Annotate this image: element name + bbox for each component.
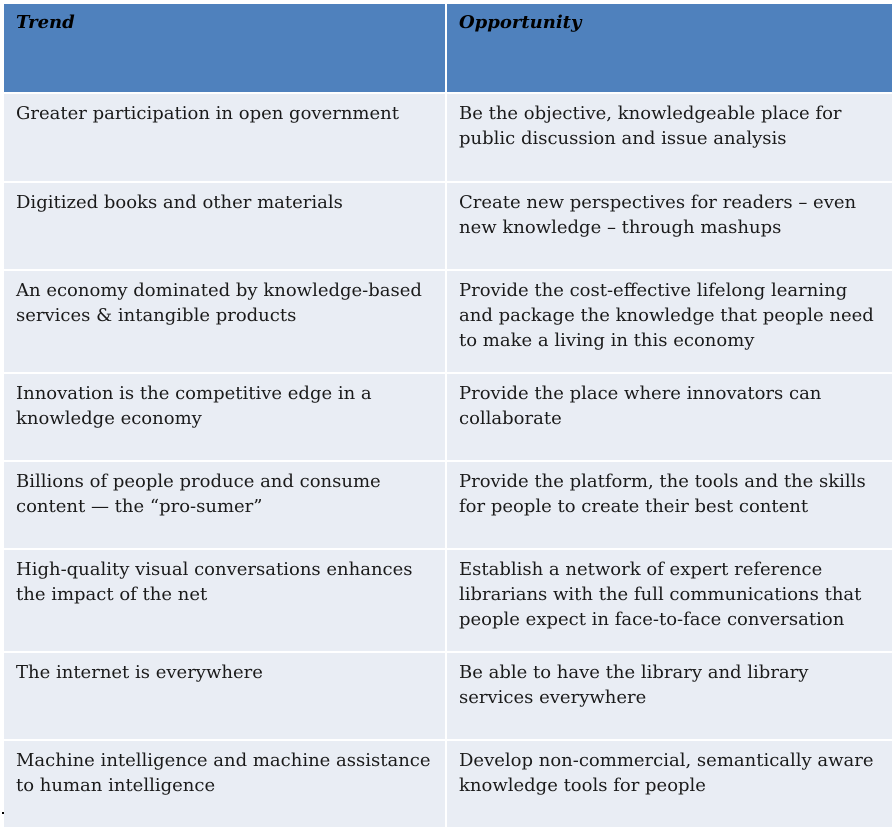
opportunity-cell: Develop non-commercial, semantically aware knowledge tools for people: [447, 741, 892, 827]
trend-cell: Innovation is the competitive edge in a knowledge economy: [4, 374, 447, 460]
stray-dot: [2, 812, 4, 814]
trend-cell: Machine intelligence and machine assistance to human intelligence: [4, 741, 447, 827]
header-opportunity: Opportunity: [447, 4, 892, 92]
opportunity-cell: Provide the place where innovators can collaborate: [447, 374, 892, 460]
table-row: [4, 94, 892, 183]
table-row: [4, 374, 892, 462]
header-trend: Trend: [4, 4, 447, 92]
trend-cell: High-quality visual conversations enhances the impact of the net: [4, 550, 447, 651]
trend-cell: Digitized books and other materials: [4, 183, 447, 269]
table-row: [4, 462, 892, 550]
trend-cell: An economy dominated by knowledge-based services & intangible products: [4, 271, 447, 372]
opportunity-cell: Create new perspectives for readers – even new knowledge – through mashups: [447, 183, 892, 269]
trend-opportunity-table: [4, 4, 892, 829]
opportunity-cell: Be able to have the library and library services everywhere: [447, 653, 892, 739]
table-row: [4, 741, 892, 829]
table-row: [4, 271, 892, 374]
trend-cell: The internet is everywhere: [4, 653, 447, 739]
trend-cell: Greater participation in open government: [4, 94, 447, 181]
opportunity-cell: Establish a network of expert reference librarians with the full communications that people expect in face-to-face conversation: [447, 550, 892, 651]
table-row: [4, 653, 892, 741]
opportunity-cell: Be the objective, knowledgeable place for public discussion and issue analysis: [447, 94, 892, 181]
table-row: [4, 550, 892, 653]
table-header-row: [4, 4, 892, 94]
opportunity-cell: Provide the cost-effective lifelong learning and package the knowledge that people need to make a living in this economy: [447, 271, 892, 372]
opportunity-cell: Provide the platform, the tools and the skills for people to create their best content: [447, 462, 892, 548]
trend-cell: Billions of people produce and consume content — the “pro-sumer”: [4, 462, 447, 548]
table-row: [4, 183, 892, 271]
